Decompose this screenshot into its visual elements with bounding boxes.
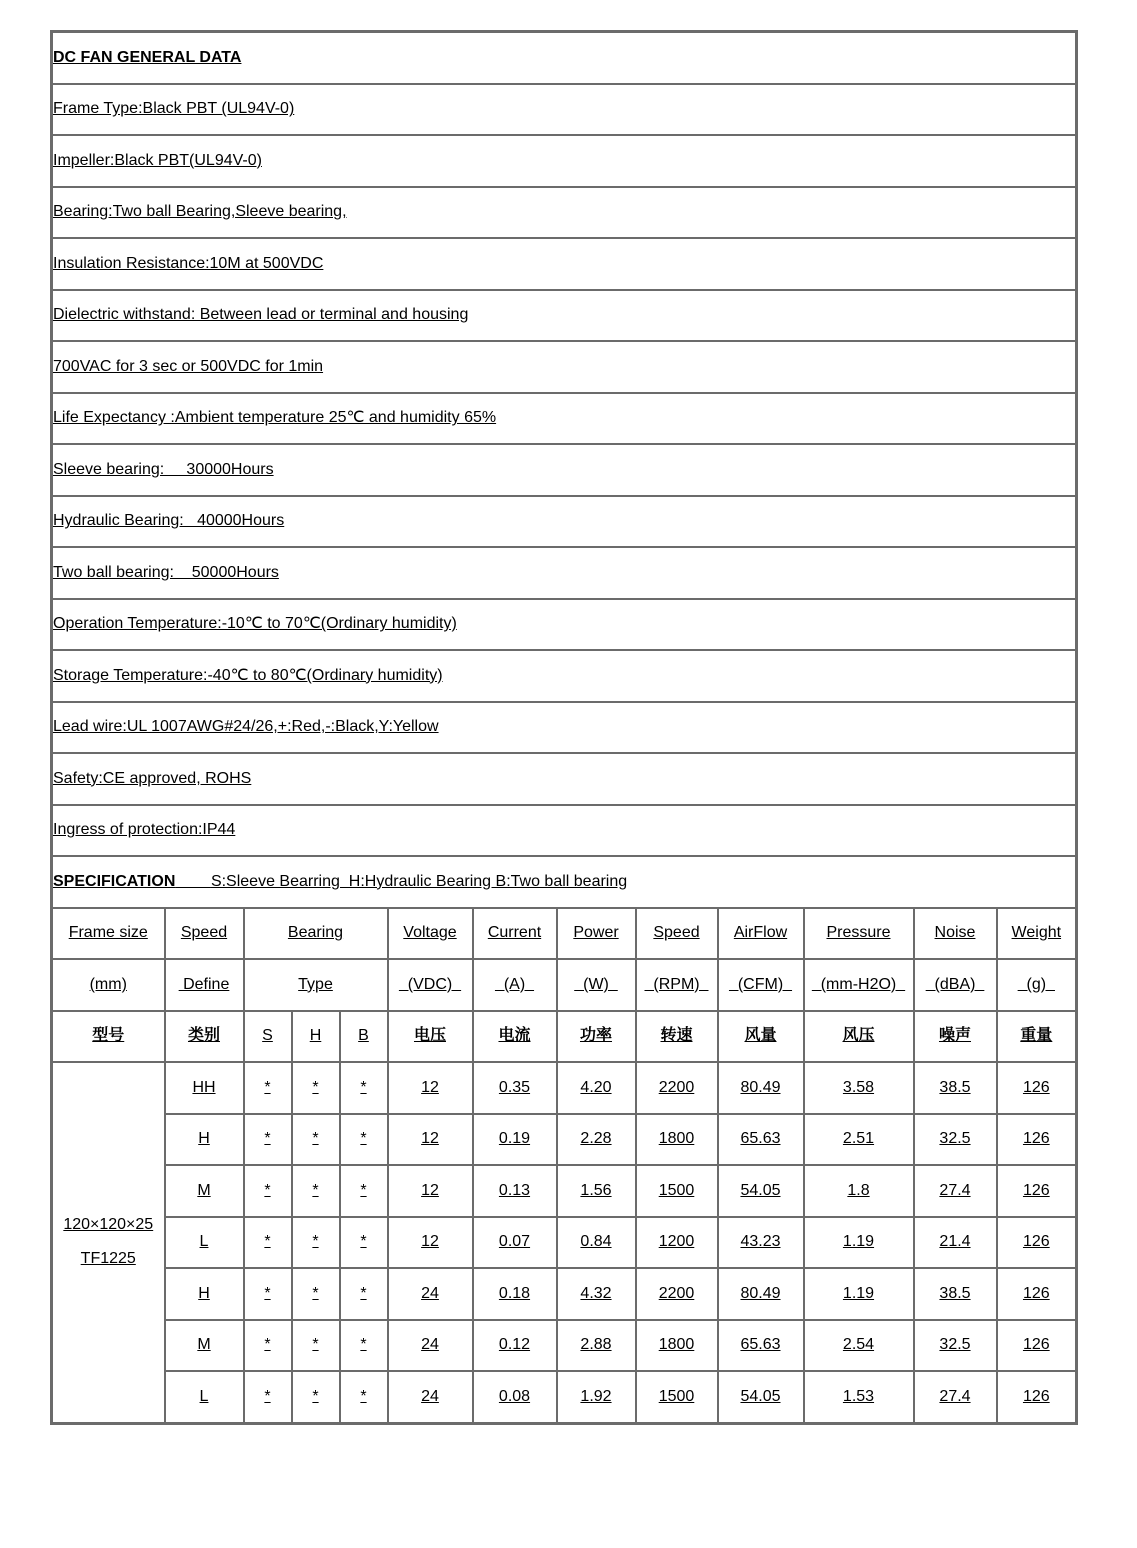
cell-text: 1500 — [658, 1387, 695, 1405]
table-cell — [292, 1114, 340, 1166]
header-cell — [473, 908, 557, 960]
cell-text: * — [360, 1284, 367, 1302]
general-line — [52, 753, 1077, 805]
header-cell — [388, 959, 473, 1011]
table-cell — [636, 1320, 718, 1372]
cell-text: 3.58 — [842, 1078, 875, 1096]
general-line — [52, 238, 1077, 290]
table-cell — [473, 1062, 557, 1114]
table-row — [52, 1268, 1077, 1320]
general-line — [52, 547, 1077, 599]
cell-text: Type — [298, 975, 333, 993]
header-cell — [636, 908, 718, 960]
table-cell — [292, 1217, 340, 1269]
table-cell — [804, 1062, 914, 1114]
header-cell — [52, 1011, 165, 1063]
cell-text: 24 — [421, 1336, 439, 1354]
table-cell — [914, 1217, 997, 1269]
cell-text: 重量 — [1020, 1027, 1053, 1045]
cell-text: 32.5 — [939, 1336, 971, 1354]
header-cell — [388, 1011, 473, 1063]
table-cell — [473, 1217, 557, 1269]
cell-text: * — [312, 1336, 319, 1354]
table-cell — [388, 1114, 473, 1166]
table-row — [52, 1320, 1077, 1372]
table-cell — [165, 1217, 244, 1269]
cell-text: 126 — [1022, 1181, 1050, 1199]
general-line — [52, 135, 1077, 187]
header-cell — [244, 908, 388, 960]
cell-text: Bearing — [287, 924, 344, 942]
table-cell — [914, 1371, 997, 1423]
general-line — [52, 341, 1077, 393]
table-cell — [914, 1062, 997, 1114]
table-cell — [914, 1268, 997, 1320]
cell-text: DC FAN GENERAL DATA — [53, 48, 242, 66]
cell-text: 0.13 — [498, 1181, 531, 1199]
table-cell — [473, 1320, 557, 1372]
cell-text: 12 — [421, 1078, 439, 1096]
cell-text: Two ball bearing: 50000Hours — [53, 563, 279, 581]
table-cell — [804, 1165, 914, 1217]
cell-text: Frame Type:Black PBT (UL94V-0) — [53, 100, 295, 118]
table-cell — [473, 1371, 557, 1423]
header-cell — [165, 908, 244, 960]
table-cell — [997, 1062, 1077, 1114]
header-cell — [52, 908, 165, 960]
cell-text: 转速 — [660, 1027, 693, 1045]
header-row-units — [52, 959, 1077, 1011]
table-cell — [718, 1062, 804, 1114]
cell-text: 126 — [1022, 1130, 1050, 1148]
header-cell — [804, 1011, 914, 1063]
cell-text: Lead wire:UL 1007AWG#24/26,+:Red,-:Black,Y:Yellow — [53, 718, 439, 736]
cell-text: Pressure — [826, 924, 891, 942]
general-title — [52, 32, 1077, 84]
cell-text: 电压 — [413, 1027, 446, 1045]
table-cell — [244, 1217, 292, 1269]
table-cell — [165, 1268, 244, 1320]
cell-text: 2.88 — [580, 1336, 612, 1354]
cell-text: * — [360, 1130, 367, 1148]
table-cell — [340, 1320, 388, 1372]
cell-text: 0.35 — [498, 1078, 531, 1096]
cell-text: H — [309, 1027, 322, 1045]
header-row-labels — [52, 908, 1077, 960]
cell-text: 噪声 — [938, 1027, 971, 1045]
cell-text: 2.51 — [842, 1130, 875, 1148]
header-cell — [997, 959, 1077, 1011]
cell-text: Hydraulic Bearing: 40000Hours — [53, 512, 285, 530]
cell-text: * — [360, 1181, 367, 1199]
cell-text: 1.53 — [842, 1387, 875, 1405]
table-cell — [557, 1062, 636, 1114]
table-cell — [473, 1268, 557, 1320]
header-cell — [718, 908, 804, 960]
cell-text: L — [199, 1387, 209, 1405]
header-cell — [244, 959, 388, 1011]
cell-text: 4.32 — [580, 1284, 612, 1302]
general-line — [52, 187, 1077, 239]
header-cell — [997, 908, 1077, 960]
cell-text: Storage Temperature:-40℃ to 80℃(Ordinary humidity) — [53, 666, 443, 684]
cell-text: (W) — [574, 975, 618, 993]
cell-text: (A) — [494, 975, 535, 993]
cell-text: 126 — [1022, 1387, 1050, 1405]
cell-text: * — [360, 1336, 367, 1354]
header-cell — [636, 1011, 718, 1063]
cell-text: 1.19 — [842, 1284, 875, 1302]
table-cell — [636, 1371, 718, 1423]
table-cell — [165, 1371, 244, 1423]
cell-text: L — [199, 1233, 209, 1251]
cell-text: * — [264, 1078, 271, 1096]
header-cell — [914, 1011, 997, 1063]
cell-text: 0.18 — [498, 1284, 531, 1302]
header-cell — [388, 908, 473, 960]
model-cell — [52, 1062, 165, 1423]
cell-text: Safety:CE approved, ROHS — [53, 769, 252, 787]
cell-text: * — [264, 1284, 271, 1302]
cell-text: 1.19 — [842, 1233, 875, 1251]
cell-text: 21.4 — [939, 1233, 971, 1251]
table-cell — [557, 1371, 636, 1423]
cell-text: * — [264, 1130, 271, 1148]
header-cell — [557, 1011, 636, 1063]
cell-text: 0.12 — [498, 1336, 531, 1354]
cell-text: Sleeve bearing: 30000Hours — [53, 460, 274, 478]
cell-text: 2.28 — [580, 1130, 612, 1148]
header-cell — [557, 959, 636, 1011]
table-cell — [340, 1371, 388, 1423]
table-cell — [388, 1371, 473, 1423]
table-cell — [292, 1371, 340, 1423]
table-cell — [914, 1165, 997, 1217]
table-cell — [804, 1371, 914, 1423]
cell-text: 126 — [1022, 1336, 1050, 1354]
table-cell — [997, 1217, 1077, 1269]
table-cell — [804, 1114, 914, 1166]
model-name: TF1225 — [80, 1250, 136, 1268]
general-line — [52, 650, 1077, 702]
cell-text: 54.05 — [740, 1387, 781, 1405]
table-cell — [473, 1165, 557, 1217]
cell-text: * — [312, 1284, 319, 1302]
cell-text: * — [360, 1233, 367, 1251]
header-row-chinese — [52, 1011, 1077, 1063]
header-cell — [914, 959, 997, 1011]
header-cell — [292, 1011, 340, 1063]
general-line — [52, 444, 1077, 496]
cell-text: M — [197, 1336, 211, 1354]
table-row — [52, 1114, 1077, 1166]
header-cell — [473, 1011, 557, 1063]
table-cell — [718, 1114, 804, 1166]
cell-text: (mm-H2O) — [811, 975, 906, 993]
cell-text: 功率 — [579, 1027, 612, 1045]
table-cell — [997, 1371, 1077, 1423]
fan-spec-table — [50, 30, 1078, 1425]
cell-text: (g) — [1017, 975, 1055, 993]
cell-text: M — [197, 1181, 211, 1199]
table-cell — [914, 1114, 997, 1166]
table-cell — [340, 1217, 388, 1269]
cell-text: Frame size — [68, 924, 148, 942]
table-cell — [388, 1320, 473, 1372]
cell-text: 126 — [1022, 1078, 1050, 1096]
cell-text: 1800 — [658, 1336, 695, 1354]
header-cell — [804, 959, 914, 1011]
cell-text: (dBA) — [925, 975, 985, 993]
table-cell — [165, 1320, 244, 1372]
cell-text: 27.4 — [939, 1387, 971, 1405]
header-cell — [636, 959, 718, 1011]
cell-text: Dielectric withstand: Between lead or terminal and housing — [53, 306, 469, 324]
table-cell — [165, 1062, 244, 1114]
table-cell — [997, 1320, 1077, 1372]
cell-text: 12 — [421, 1233, 439, 1251]
cell-text: AirFlow — [733, 924, 788, 942]
cell-text: S — [262, 1027, 273, 1045]
cell-text: 1.8 — [847, 1181, 870, 1199]
table-cell — [997, 1114, 1077, 1166]
table-cell — [718, 1217, 804, 1269]
general-line — [52, 599, 1077, 651]
cell-text: 2200 — [658, 1284, 695, 1302]
cell-text: (mm) — [89, 975, 127, 993]
header-cell — [914, 908, 997, 960]
table-cell — [804, 1217, 914, 1269]
cell-text: B — [358, 1027, 369, 1045]
cell-text: Weight — [1011, 924, 1062, 942]
cell-text: Bearing:Two ball Bearing,Sleeve bearing, — [53, 203, 347, 221]
cell-text: Insulation Resistance:10M at 500VDC — [53, 254, 324, 272]
cell-text: Ingress of protection:IP44 — [53, 821, 236, 839]
cell-text: 风压 — [842, 1027, 875, 1045]
cell-text: 38.5 — [939, 1078, 971, 1096]
table-cell — [388, 1217, 473, 1269]
cell-text: 12 — [421, 1181, 439, 1199]
general-line — [52, 84, 1077, 136]
cell-text: 80.49 — [740, 1284, 781, 1302]
cell-text: 700VAC for 3 sec or 500VDC for 1min — [53, 357, 324, 375]
cell-text: Speed — [653, 924, 700, 942]
table-cell — [997, 1268, 1077, 1320]
cell-text: 27.4 — [939, 1181, 971, 1199]
table-cell — [244, 1268, 292, 1320]
cell-text: 0.84 — [580, 1233, 612, 1251]
general-line — [52, 496, 1077, 548]
header-cell — [718, 1011, 804, 1063]
cell-text: * — [312, 1387, 319, 1405]
table-cell — [244, 1165, 292, 1217]
cell-text: 43.23 — [740, 1233, 781, 1251]
cell-text: 1200 — [658, 1233, 695, 1251]
cell-text: * — [312, 1181, 319, 1199]
cell-text: 0.07 — [498, 1233, 531, 1251]
table-cell — [636, 1165, 718, 1217]
general-line — [52, 805, 1077, 857]
header-cell — [804, 908, 914, 960]
table-cell — [997, 1165, 1077, 1217]
cell-text: S:Sleeve Bearring H:Hydraulic Bearing B:Two ball bearing — [210, 872, 628, 890]
cell-text: Operation Temperature:-10℃ to 70℃(Ordinary humidity) — [53, 615, 457, 633]
table-cell — [718, 1268, 804, 1320]
cell-text: 65.63 — [740, 1130, 781, 1148]
cell-text: Power — [573, 924, 619, 942]
table-cell — [914, 1320, 997, 1372]
cell-text: 电流 — [498, 1027, 531, 1045]
general-line — [52, 290, 1077, 342]
model-size: 120×120×25 — [63, 1216, 154, 1234]
cell-text: 0.08 — [498, 1387, 531, 1405]
table-cell — [557, 1320, 636, 1372]
cell-text: 65.63 — [740, 1336, 781, 1354]
table-cell — [244, 1371, 292, 1423]
table-cell — [292, 1268, 340, 1320]
table-cell — [636, 1062, 718, 1114]
table-cell — [557, 1217, 636, 1269]
table-cell — [292, 1320, 340, 1372]
table-cell — [244, 1320, 292, 1372]
cell-text: 38.5 — [939, 1284, 971, 1302]
cell-text: (RPM) — [644, 975, 709, 993]
table-cell — [340, 1165, 388, 1217]
cell-text: * — [312, 1078, 319, 1096]
cell-text: 54.05 — [740, 1181, 781, 1199]
cell-text: 24 — [421, 1284, 439, 1302]
cell-text: * — [264, 1233, 271, 1251]
cell-text: * — [312, 1233, 319, 1251]
cell-text: 1.92 — [580, 1387, 612, 1405]
cell-text: 1500 — [658, 1181, 695, 1199]
cell-text: Impeller:Black PBT(UL94V-0) — [53, 151, 262, 169]
table-cell — [718, 1320, 804, 1372]
table-cell — [557, 1268, 636, 1320]
cell-text: 24 — [421, 1387, 439, 1405]
table-cell — [388, 1062, 473, 1114]
table-cell — [636, 1268, 718, 1320]
header-cell — [340, 1011, 388, 1063]
header-cell — [165, 1011, 244, 1063]
table-cell — [340, 1114, 388, 1166]
cell-text: 0.19 — [498, 1130, 531, 1148]
cell-text: 12 — [421, 1130, 439, 1148]
cell-text: 1800 — [658, 1130, 695, 1148]
cell-text: * — [264, 1181, 271, 1199]
cell-text: 2200 — [658, 1078, 695, 1096]
cell-text: Define — [178, 975, 230, 993]
table-row — [52, 1217, 1077, 1269]
header-cell — [557, 908, 636, 960]
cell-text: 80.49 — [740, 1078, 781, 1096]
table-cell — [557, 1165, 636, 1217]
header-cell — [718, 959, 804, 1011]
table-cell — [244, 1114, 292, 1166]
cell-text: SPECIFICATION — [53, 872, 176, 890]
table-cell — [388, 1165, 473, 1217]
cell-text — [175, 873, 211, 890]
cell-text: 126 — [1022, 1284, 1050, 1302]
cell-text: 2.54 — [842, 1336, 875, 1354]
table-cell — [718, 1165, 804, 1217]
table-cell — [340, 1062, 388, 1114]
table-row — [52, 1165, 1077, 1217]
cell-text: H — [198, 1284, 210, 1302]
cell-text: Current — [487, 924, 542, 942]
cell-text: Voltage — [403, 924, 457, 942]
table-row — [52, 1371, 1077, 1423]
cell-text: 风量 — [744, 1027, 777, 1045]
cell-text: * — [360, 1078, 367, 1096]
table-row — [52, 1062, 1077, 1114]
header-cell — [165, 959, 244, 1011]
cell-text: 32.5 — [939, 1130, 971, 1148]
header-cell — [244, 1011, 292, 1063]
table-cell — [292, 1165, 340, 1217]
table-cell — [804, 1268, 914, 1320]
table-cell — [340, 1268, 388, 1320]
table-cell — [557, 1114, 636, 1166]
cell-text: * — [264, 1387, 271, 1405]
cell-text: 126 — [1022, 1233, 1050, 1251]
table-cell — [165, 1165, 244, 1217]
cell-text: HH — [192, 1078, 216, 1096]
cell-text: 类别 — [187, 1027, 220, 1045]
table-cell — [804, 1320, 914, 1372]
header-cell — [52, 959, 165, 1011]
cell-text: 型号 — [92, 1027, 125, 1045]
table-cell — [473, 1114, 557, 1166]
cell-text: * — [264, 1336, 271, 1354]
cell-text: H — [198, 1130, 210, 1148]
table-cell — [636, 1217, 718, 1269]
general-line — [52, 702, 1077, 754]
header-cell — [473, 959, 557, 1011]
cell-text: (VDC) — [398, 975, 462, 993]
cell-text: * — [312, 1130, 319, 1148]
table-cell — [636, 1114, 718, 1166]
table-cell — [292, 1062, 340, 1114]
cell-text: 4.20 — [580, 1078, 612, 1096]
cell-text: Speed — [180, 924, 228, 942]
cell-text: * — [360, 1387, 367, 1405]
cell-text: Noise — [934, 924, 976, 942]
cell-text: Life Expectancy :Ambient temperature 25℃ and humidity 65% — [53, 409, 497, 427]
header-cell — [997, 1011, 1077, 1063]
table-cell — [165, 1114, 244, 1166]
table-cell — [244, 1062, 292, 1114]
general-line — [52, 393, 1077, 445]
cell-text: (CFM) — [728, 975, 793, 993]
specification-heading — [52, 856, 1077, 908]
table-cell — [718, 1371, 804, 1423]
cell-text: 1.56 — [580, 1181, 612, 1199]
table-cell — [388, 1268, 473, 1320]
